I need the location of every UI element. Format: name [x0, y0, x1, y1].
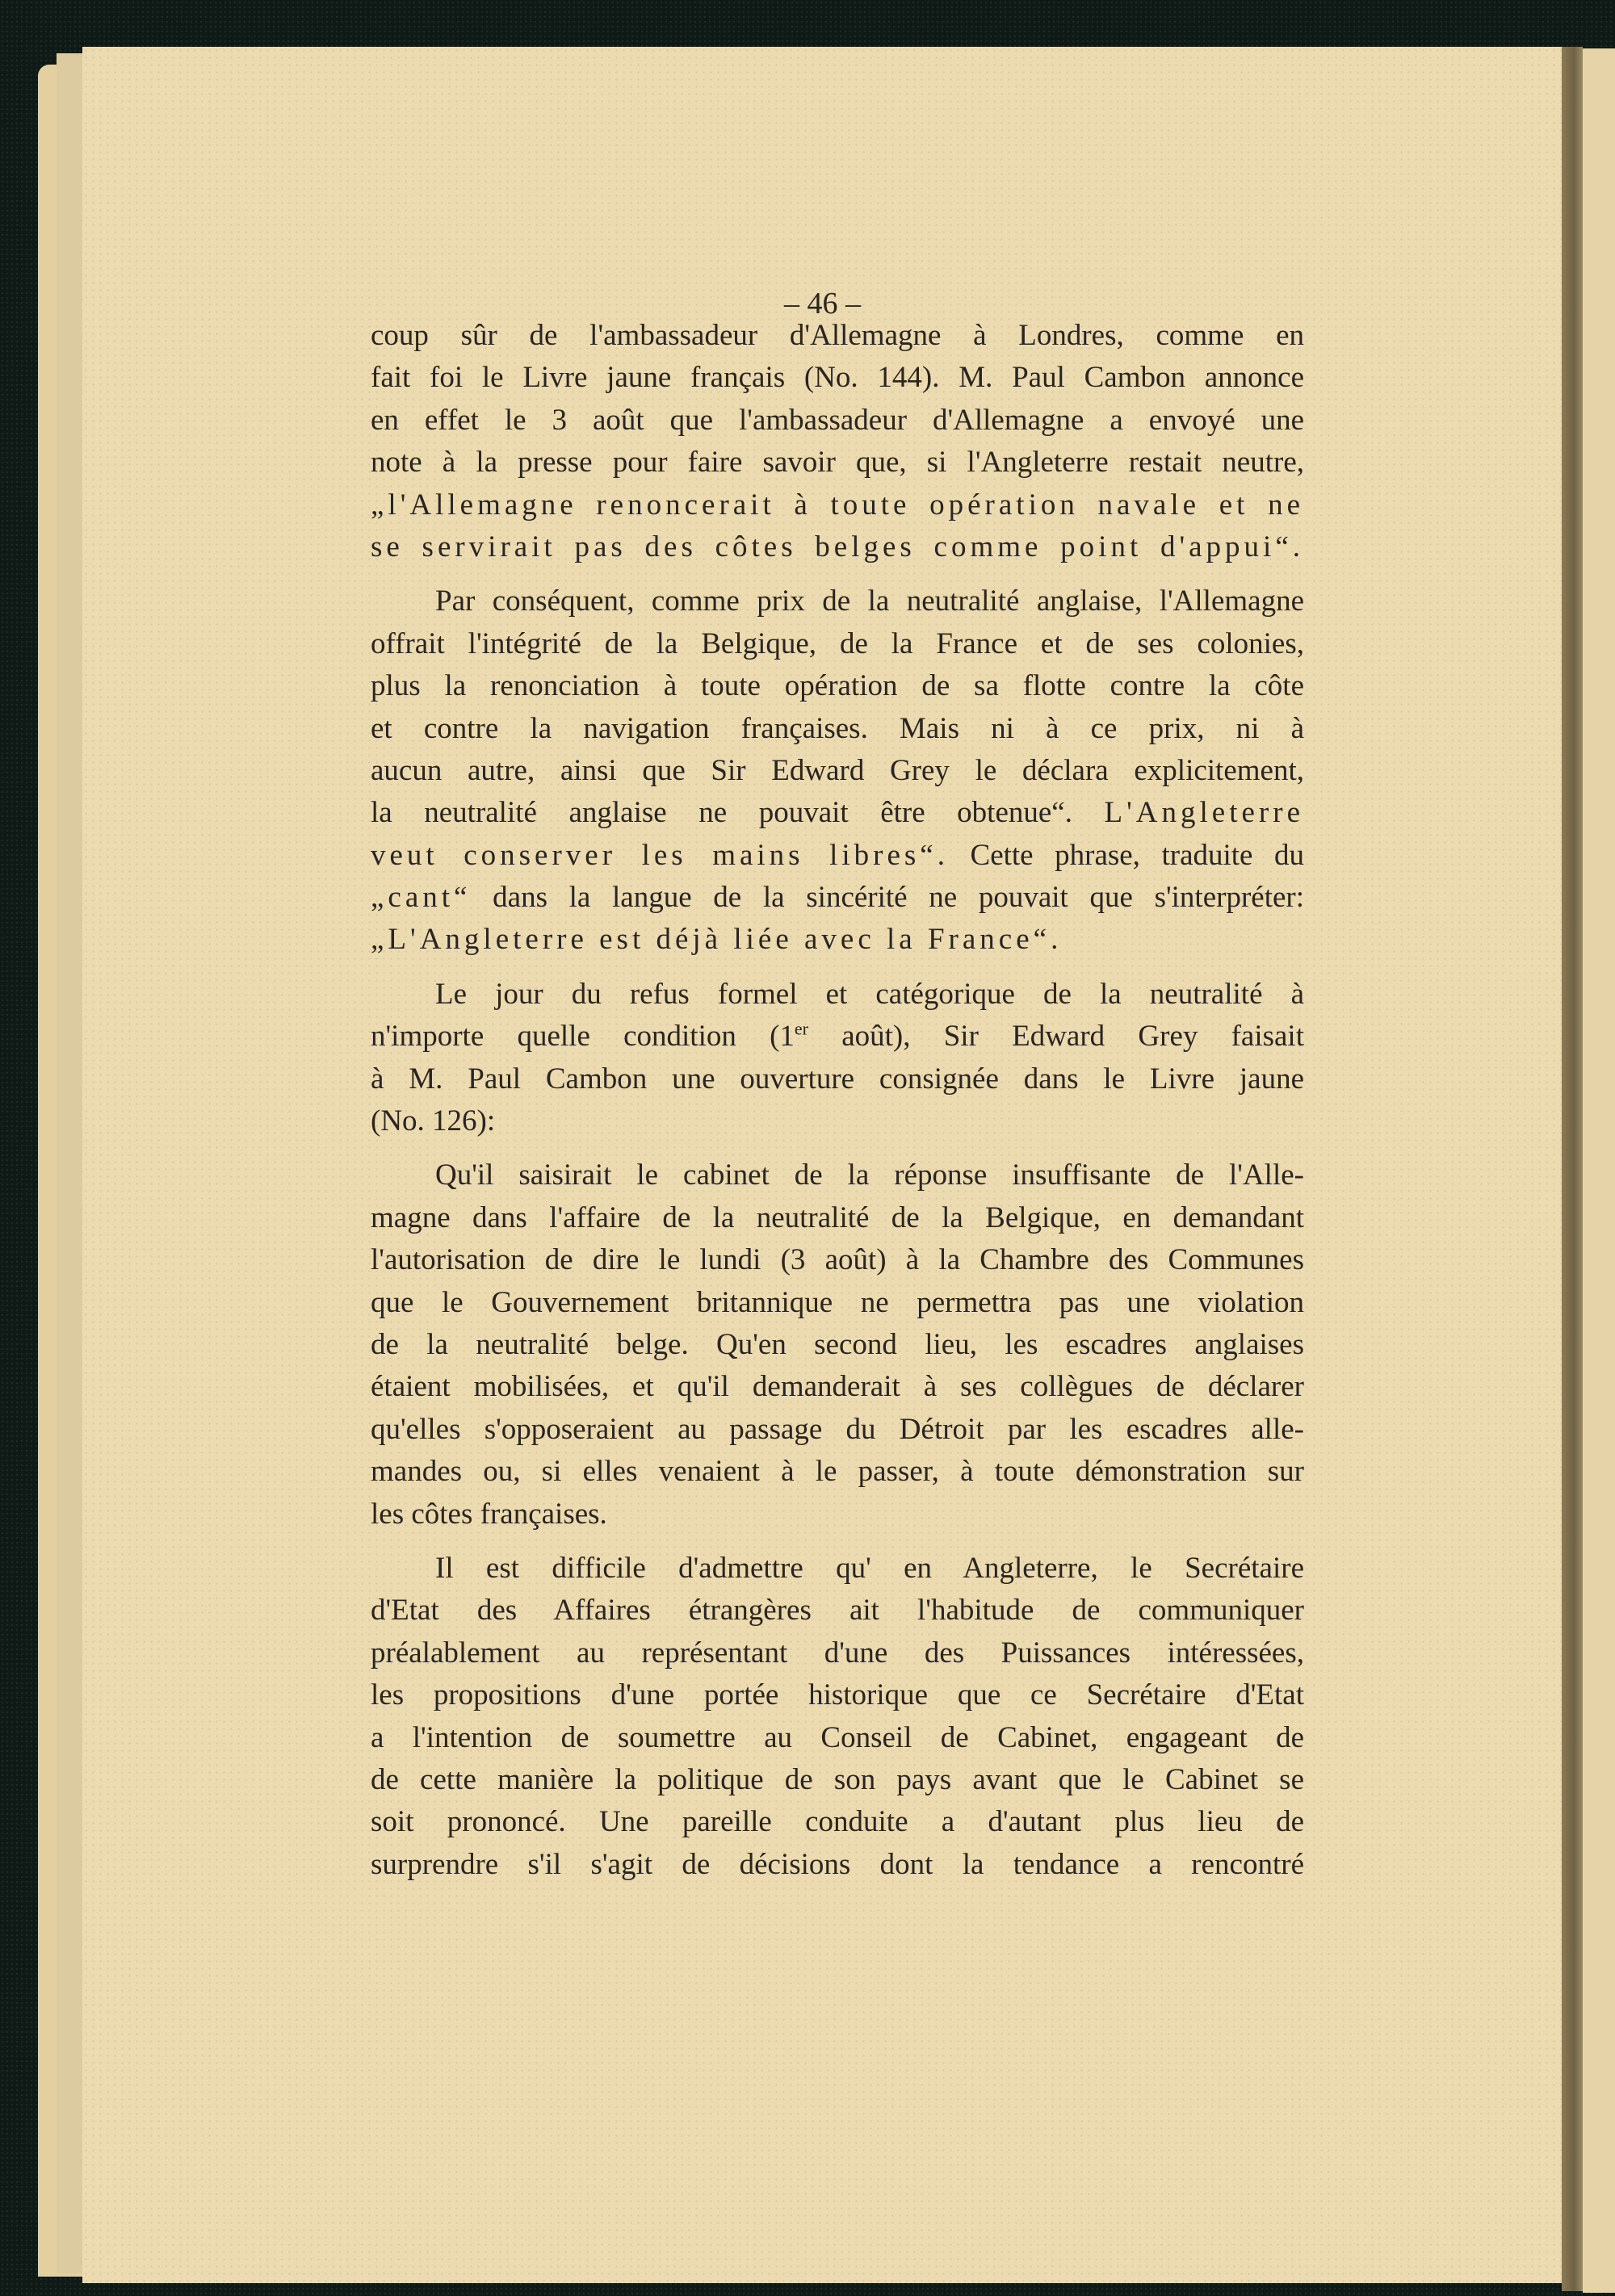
text-line: [371, 1154, 1304, 1196]
text-line: [371, 400, 1304, 442]
text-segment: „L'Angleterre est déjà liée avec la France“.: [371, 923, 1063, 957]
text-line: [371, 1494, 1304, 1536]
text-segment: „l'Allemagne renoncerait à toute opération navale et ne: [371, 488, 1304, 522]
text-line: [371, 1366, 1304, 1408]
text-line: [371, 750, 1304, 792]
text-segment: Le jour du refus formel et catégorique de la neutralité à: [435, 977, 1304, 1011]
text-line: [371, 1844, 1304, 1886]
text-line: [371, 315, 1304, 357]
text-segment: qu'elles s'opposeraient au passage du Détroit par les escadres alle-: [371, 1412, 1304, 1446]
text-segment: août), Sir Edward Grey faisait: [808, 1020, 1304, 1054]
text-line: [371, 1239, 1304, 1281]
facing-page-edge: [1583, 48, 1615, 2293]
text-line: [371, 835, 1304, 877]
body-text: [371, 315, 1304, 1898]
text-segment: de cette manière la politique de son pays avant que le Cabinet se: [371, 1762, 1304, 1796]
text-line: [371, 1197, 1304, 1239]
paragraph: [371, 1548, 1304, 1886]
page-number: – 46 –: [784, 287, 861, 321]
text-line: [371, 1801, 1304, 1843]
text-segment: L'Angleterre: [1104, 796, 1304, 830]
text-segment: fait foi le Livre jaune français (No. 144). M. Paul Cambon annonce: [371, 361, 1304, 395]
text-line: [371, 1058, 1304, 1100]
text-line: [371, 442, 1304, 484]
paragraph: [371, 1154, 1304, 1536]
text-line: [371, 1759, 1304, 1801]
text-segment: étaient mobilisées, et qu'il demanderait à ses collègues de déclarer: [371, 1370, 1304, 1404]
text-line: [371, 1100, 1304, 1142]
text-segment: a l'intention de soumettre au Conseil de Cabinet, engageant de: [371, 1720, 1304, 1754]
text-line: [371, 623, 1304, 665]
text-segment: les côtes françaises.: [371, 1497, 607, 1531]
text-line: [371, 708, 1304, 750]
text-segment: plus la renonciation à toute opération de sa flotte contre la côte: [371, 669, 1304, 703]
text-line: [371, 357, 1304, 399]
text-segment: Qu'il saisirait le cabinet de la réponse insuffisante de l'Alle-: [435, 1158, 1304, 1192]
text-segment: aucun autre, ainsi que Sir Edward Grey le déclara explicitement,: [371, 753, 1304, 787]
text-line: [371, 974, 1304, 1016]
text-line: [371, 1548, 1304, 1590]
book-gutter-shadow: [1562, 47, 1583, 2291]
text-line: [371, 1632, 1304, 1674]
text-segment: Cette phrase, traduite du: [948, 838, 1304, 872]
text-segment: Par conséquent, comme prix de la neutralité anglaise, l'Allemagne: [435, 584, 1304, 618]
text-segment: „cant“: [371, 881, 472, 915]
text-segment: à M. Paul Cambon une ouverture consignée dans le Livre jaune: [371, 1062, 1304, 1096]
text-segment: de la neutralité belge. Qu'en second lieu, les escadres anglaises: [371, 1327, 1304, 1361]
text-segment: (No. 126):: [371, 1104, 496, 1138]
text-segment: soit prononcé. Une pareille conduite a d'autant plus lieu de: [371, 1805, 1304, 1839]
text-line: [371, 665, 1304, 707]
paragraph: [371, 974, 1304, 1143]
text-segment: les propositions d'une portée historique que ce Secrétaire d'Etat: [371, 1678, 1304, 1712]
text-line: [371, 877, 1304, 919]
text-line: [371, 919, 1304, 961]
text-line: [371, 1717, 1304, 1759]
text-segment: dans la langue de la sincérité ne pouvait que s'interpréter:: [471, 881, 1304, 915]
text-segment: se servirait pas des côtes belges comme point d'appui“.: [371, 530, 1304, 564]
text-segment: offrait l'intégrité de la Belgique, de la France et de ses colonies,: [371, 626, 1304, 660]
text-line: [371, 1016, 1304, 1058]
text-line: [371, 1590, 1304, 1632]
text-segment: que le Gouvernement britannique ne permettra pas une violation: [371, 1285, 1304, 1319]
text-segment: mandes ou, si elles venaient à le passer, à toute démonstration sur: [371, 1455, 1304, 1489]
text-segment: Il est difficile d'admettre qu' en Angleterre, le Secrétaire: [435, 1551, 1304, 1585]
text-line: [371, 1409, 1304, 1451]
text-line: [371, 792, 1304, 834]
text-segment: l'autorisation de dire le lundi (3 août) à la Chambre des Communes: [371, 1243, 1304, 1277]
text-line: [371, 1324, 1304, 1366]
text-segment: d'Etat des Affaires étrangères ait l'habitude de communiquer: [371, 1594, 1304, 1628]
text-segment: note à la presse pour faire savoir que, si l'Angleterre restait neutre,: [371, 446, 1304, 480]
paragraph: [371, 580, 1304, 962]
text-segment: coup sûr de l'ambassadeur d'Allemagne à Londres, comme en: [371, 319, 1304, 352]
text-segment: surprendre s'il s'agit de décisions dont la tendance a rencontré: [371, 1847, 1304, 1881]
text-line: [371, 484, 1304, 526]
text-segment: n'importe quelle condition (1: [371, 1020, 795, 1054]
text-segment: préalablement au représentant d'une des Puissances intéressées,: [371, 1636, 1304, 1670]
text-line: [371, 526, 1304, 568]
text-segment: la neutralité anglaise ne pouvait être obtenue“.: [371, 796, 1105, 830]
text-segment: magne dans l'affaire de la neutralité de la Belgique, en demandant: [371, 1200, 1304, 1234]
text-segment: et contre la navigation françaises. Mais ni à ce prix, ni à: [371, 711, 1304, 745]
text-segment: veut conserver les mains libres“.: [371, 838, 949, 872]
text-line: [371, 1674, 1304, 1716]
text-line: [371, 1282, 1304, 1324]
text-segment: en effet le 3 août que l'ambassadeur d'Allemagne a envoyé une: [371, 403, 1304, 437]
text-line: [371, 580, 1304, 622]
paragraph: [371, 315, 1304, 568]
superscript: er: [794, 1018, 808, 1039]
text-line: [371, 1451, 1304, 1493]
